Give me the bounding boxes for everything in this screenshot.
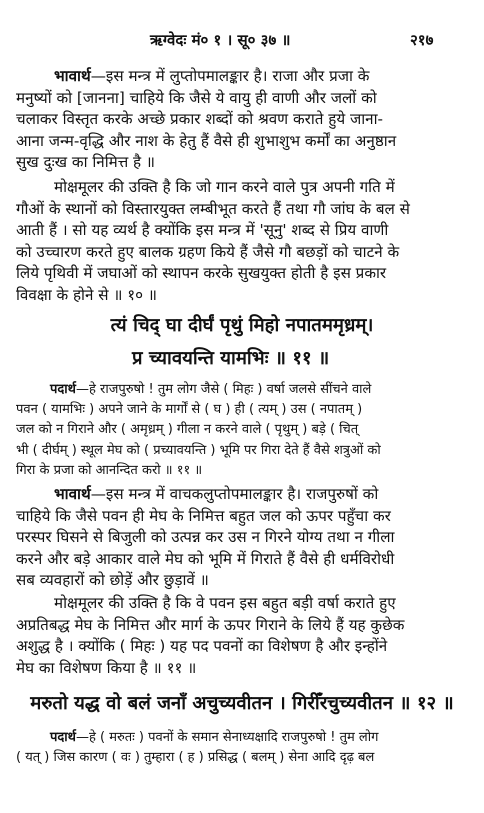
text-line: आना जन्म-वृद्धि और नाश के हेतु हैं वैसे ही शुभाशुभ कर्मों का अनुष्ठान xyxy=(16,131,397,150)
page-header xyxy=(0,30,484,54)
commentary-paragraph-11 xyxy=(16,593,474,679)
text-line: को उच्चारण करते हुए बालक ग्रहण किये हैं जैसे गौ बछड़ों को चाटने के xyxy=(16,242,400,261)
verse-12-line-1: मरुतो यद्ध वो बलं जनाँ अचुच्यवीतन । गिरीँरचुच्यवीतन ॥ १२ ॥ xyxy=(30,693,454,714)
text-line: चलाकर विस्तृत करके अच्छे प्रकार शब्दों को श्रवण कराते हुये जाना- xyxy=(16,110,383,129)
padartha-label: पदार्थ xyxy=(50,730,76,745)
bhavartha-paragraph-11: भावार्थ—इस मन्त्र में वाचकलुप्तोपमालङ्कार है। राजपुरुषों को चाहिये कि जैसे पवन ही मेघ के निमित्त बहुत जल को ऊपर पहुँचा कर परस्पर घिसने से बिजुली को उत्पन्न कर उस न गिरने योग्य तथा न गीला करने और बड़े आकार वाले मेघ को भूमि में गिराते हैं वैसे ही धर्मविरोधी सब व्यवहारों को छोड़ें और छुड़ावें ॥ xyxy=(16,484,474,592)
text-line: करने और बड़े आकार वाले मेघ को भूमि में गिराते हैं वैसे ही धर्मविरोधी xyxy=(16,549,395,568)
text-line: आती हैं । सो यह व्यर्थ है क्योंकि इस मन्त्र में 'सूनु' शब्द से प्रिय वाणी xyxy=(16,221,389,240)
text-line: लिये पृथिवी में जघाओं को स्थापन करके सुखयुक्त होती है इस प्रकार xyxy=(16,264,387,283)
text-line: गिरा के प्रजा को आनन्दित करो ॥ ११ ॥ xyxy=(16,462,203,478)
padartha-paragraph-12: पदार्थ—हे ( मरुतः ) पवनों के समान सेनाध्यक्षादि राजपुरुषो ! तुम लोग ( यत् ) जिस कारण ( वः ) तुम्हारा ( ह ) प्रसिद्ध ( बलम् ) सेना आदि दृढ़ बल xyxy=(16,728,474,768)
padartha-label: पदार्थ xyxy=(50,382,76,397)
text-line: सब व्यवहारों को छोड़ें और छुड़ावें ॥ xyxy=(16,571,209,590)
verse-11-line-1: त्यं चिद् घा दीर्घं पृथुं मिहो नपातममृध्रम्। xyxy=(110,315,374,336)
page-number: २१७ xyxy=(410,31,434,49)
text-line: मेघ का विशेषण किया है ॥ ११ ॥ xyxy=(16,658,197,677)
bhavartha-label: भावार्थ xyxy=(54,67,91,85)
text-line: पवन ( यामभिः ) अपने जाने के मार्गों से ( घ ) ही ( त्यम् ) उस ( नपातम् ) xyxy=(16,402,363,418)
bhavartha-label: भावार्थ xyxy=(54,485,91,503)
running-title: ऋग्वेदः मं० १ । सू० ३७ ॥ xyxy=(150,31,291,49)
bhavartha-paragraph-10: भावार्थ—इस मन्त्र में लुप्तोपमालङ्कार है। राजा और प्रजा के मनुष्यों को [जानना] चाहिये कि जैसे ये वायु ही वाणी और जलों को चलाकर विस्तृत करके अच्छे प्रकार शब्दों को श्रवण कराते हुये जाना- आना जन्म-वृद्धि और नाश के हेतु हैं वैसे ही शुभाशुभ कर्मों का अनुष्ठान सुख दुःख का निमित्त है ॥ xyxy=(16,66,474,174)
text-line: गौओं के स्थानों को विस्तारयुक्त लम्बीभूत करते हैं तथा गौ जांघ के बल से xyxy=(16,199,410,218)
text-line: विवक्षा के होने से ॥ १० ॥ xyxy=(16,285,157,304)
text-line: चाहिये कि जैसे पवन ही मेघ के निमित्त बहुत जल को ऊपर पहुँचा कर xyxy=(16,506,391,525)
text-line: जल को न गिराने और ( अमृध्रम् ) गीला न करने वाले ( पृथुम् ) बड़े ( चित् xyxy=(16,422,359,438)
text-line: मनुष्यों को [जानना] चाहिये कि जैसे ये वायु ही वाणी और जलों को xyxy=(16,88,377,107)
text-line: अप्रतिबद्ध मेघ के निमित्त और मार्ग के ऊपर गिराने के लिये हैं यह कुछेक xyxy=(16,615,405,634)
commentary-paragraph-10 xyxy=(16,177,474,307)
text-line: सुख दुःख का निमित्त है ॥ xyxy=(16,153,156,172)
text-line: मोक्षमूलर की उक्ति है कि जो गान करने वाले पुत्र अपनी गति में xyxy=(54,178,395,196)
text-line: परस्पर घिसने से बिजुली को उत्पन्न कर उस न गिरने योग्य तथा न गीला xyxy=(16,528,395,547)
verse-11-line-2: प्र च्यावयन्ति यामभिः ॥ ११ ॥ xyxy=(132,348,330,369)
text-line: ( यत् ) जिस कारण ( वः ) तुम्हारा ( ह ) प्रसिद्ध ( बलम् ) सेना आदि दृढ़ बल xyxy=(16,750,375,766)
text-line: भी ( दीर्घम् ) स्थूल मेघ को ( प्रच्यावयन्ति ) भूमि पर गिरा देते हैं वैसे शत्रुओं को xyxy=(16,442,381,458)
padartha-paragraph-11: पदार्थ—हे राजपुरुषो ! तुम लोग जैसे ( मिहः ) वर्षा जलसे सींचने वाले पवन ( यामभिः ) अपने जाने के मार्गों से ( घ ) ही ( त्यम् ) उस ( नपातम् ) जल को न गिराने और ( अमृध्रम् ) गीला न करने वाले ( पृथुम् ) बड़े ( चित् भी ( दीर्घम् ) स्थूल मेघ को ( प्रच्यावयन्ति ) भूमि पर गिरा देते हैं वैसे शत्रुओं को गिरा के प्रजा को आनन्दित करो ॥ ११ ॥ xyxy=(16,380,474,481)
text-line: मोक्षमूलर की उक्ति है कि वे पवन इस बहुत बड़ी वर्षा कराते हुए xyxy=(54,594,396,612)
text-line: अशुद्ध है । क्योंकि ( मिहः ) यह पद पवनों का विशेषण है और इन्होंने xyxy=(16,637,388,656)
